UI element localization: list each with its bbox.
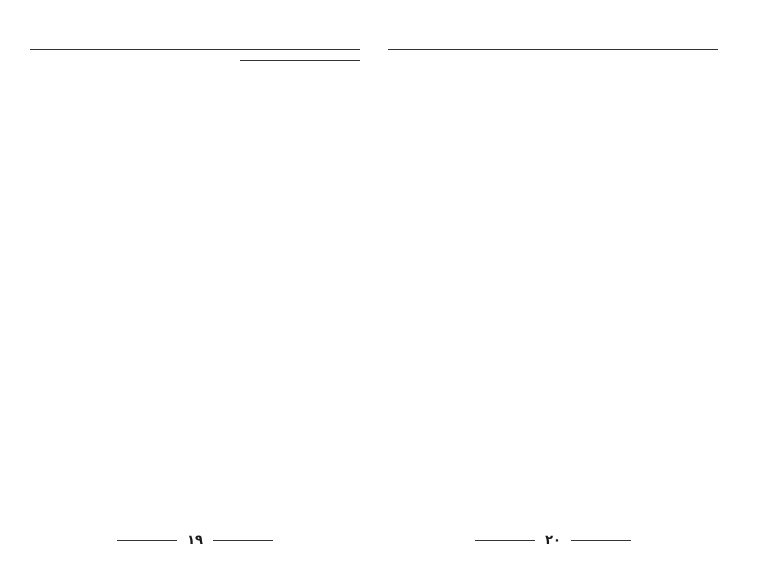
- right-page-number-value: ٢٠: [545, 533, 561, 548]
- footnote-divider: [240, 60, 360, 61]
- page-number-rule: [475, 540, 535, 541]
- right-page-number: [388, 533, 718, 548]
- right-page: [388, 28, 718, 548]
- page-number-rule: [213, 540, 273, 541]
- left-page-header: [30, 28, 360, 50]
- page-number-rule: [571, 540, 631, 541]
- left-page-number: [30, 533, 360, 548]
- right-page-header: [388, 28, 718, 50]
- left-page: [30, 28, 360, 548]
- left-page-number-value: ١٩: [187, 533, 203, 548]
- page-number-rule: [117, 540, 177, 541]
